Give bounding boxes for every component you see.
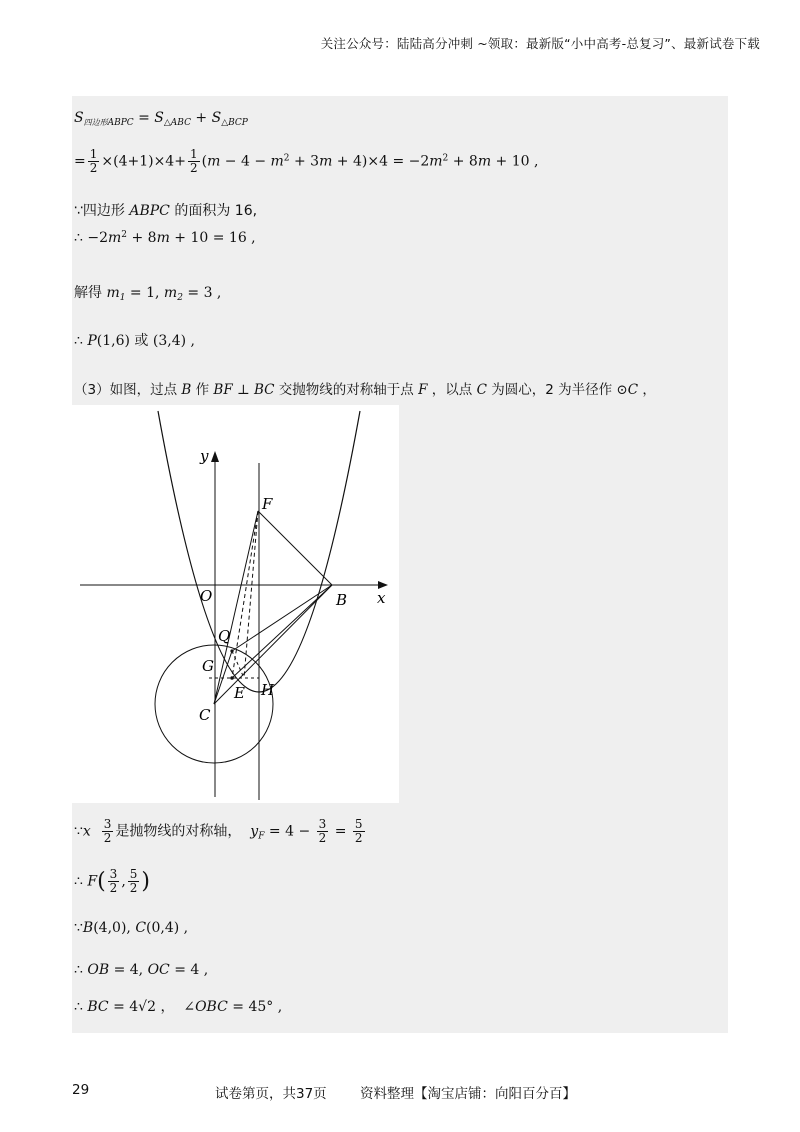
- label-f: F: [262, 495, 273, 513]
- parabola-diagram: [72, 405, 399, 803]
- points-bc-line: ∵B(4,0), C(0,4) ,: [74, 920, 189, 936]
- source-note: 资料整理【淘宝店铺：向阳百分百】: [360, 1086, 576, 1102]
- point-f-line: ∴ F( $\frac{3}{2}$ , $\frac{5}{2}$ ): [74, 867, 150, 895]
- point-e: [230, 676, 234, 680]
- lengths-line: ∴ OB = 4, OC = 4 ,: [74, 962, 209, 978]
- area-sum-line: $S_{四边形ABPC} = S_{\triangle ABC} + S_{\triangle BCP}$: [74, 110, 248, 128]
- label-h: H: [261, 681, 275, 699]
- label-y: y: [200, 447, 209, 465]
- segment-be: [232, 585, 332, 678]
- segment-fb: [258, 511, 332, 585]
- page-info: 试卷第页，共37页: [215, 1086, 327, 1102]
- segment-fc: [214, 511, 258, 704]
- label-g: G: [202, 657, 214, 675]
- point-q: [230, 649, 233, 652]
- label-q: Q: [218, 627, 231, 645]
- equation-line: ∴ $-2m^2 + 8m + 10 = 16$ ,: [74, 230, 256, 246]
- label-b: B: [336, 591, 348, 609]
- segment-fh-dashed: [244, 511, 258, 678]
- page-number: 29: [72, 1082, 90, 1098]
- bc-angle-line: ∴ BC = 4√2 ， ∠OBC = 45° ,: [74, 999, 283, 1015]
- y-axis-arrow-icon: [211, 451, 219, 462]
- solution-line: 解得 $m_1 = 1$, $m_2 = 3$ ,: [74, 285, 222, 303]
- given-area-line: ∵四边形 ABPC 的面积为 16,: [74, 203, 258, 219]
- segment-fe-dashed: [232, 511, 258, 678]
- geometry-figure: [72, 405, 399, 803]
- segment-bq: [232, 585, 332, 651]
- label-e: E: [234, 684, 245, 702]
- part3-intro-line: （3）如图，过点 B 作 BF ⊥ BC 交抛物线的对称轴于点 F ，以点 C 为圆心，2 为半径作 ⊙C ，: [74, 382, 656, 398]
- label-x: x: [377, 589, 386, 607]
- header-note: 关注公众号：陆陆高分冲刺 ~领取：最新版“小中高考-总复习”、最新试卷下载: [320, 36, 760, 51]
- x-axis-arrow-icon: [378, 581, 388, 589]
- point-p-line: ∴ P(1,6) 或 (3,4) ,: [74, 333, 195, 349]
- label-c: C: [199, 706, 211, 724]
- symmetry-axis-line: ∵x $\frac{3}{2}$ 是抛物线的对称轴， $y_F = 4$ − $\frac{3}{2}$ = $\frac{5}{2}$: [74, 817, 363, 845]
- area-expression-line: = $\frac{1}{2}$ ×(4+1)×4+ $\frac{1}{2}$ $(m - 4 - m^2 + 3m + 4)\times 4 = -2m^2 + 8m + 10$ ,: [74, 147, 539, 175]
- label-o: O: [200, 587, 213, 605]
